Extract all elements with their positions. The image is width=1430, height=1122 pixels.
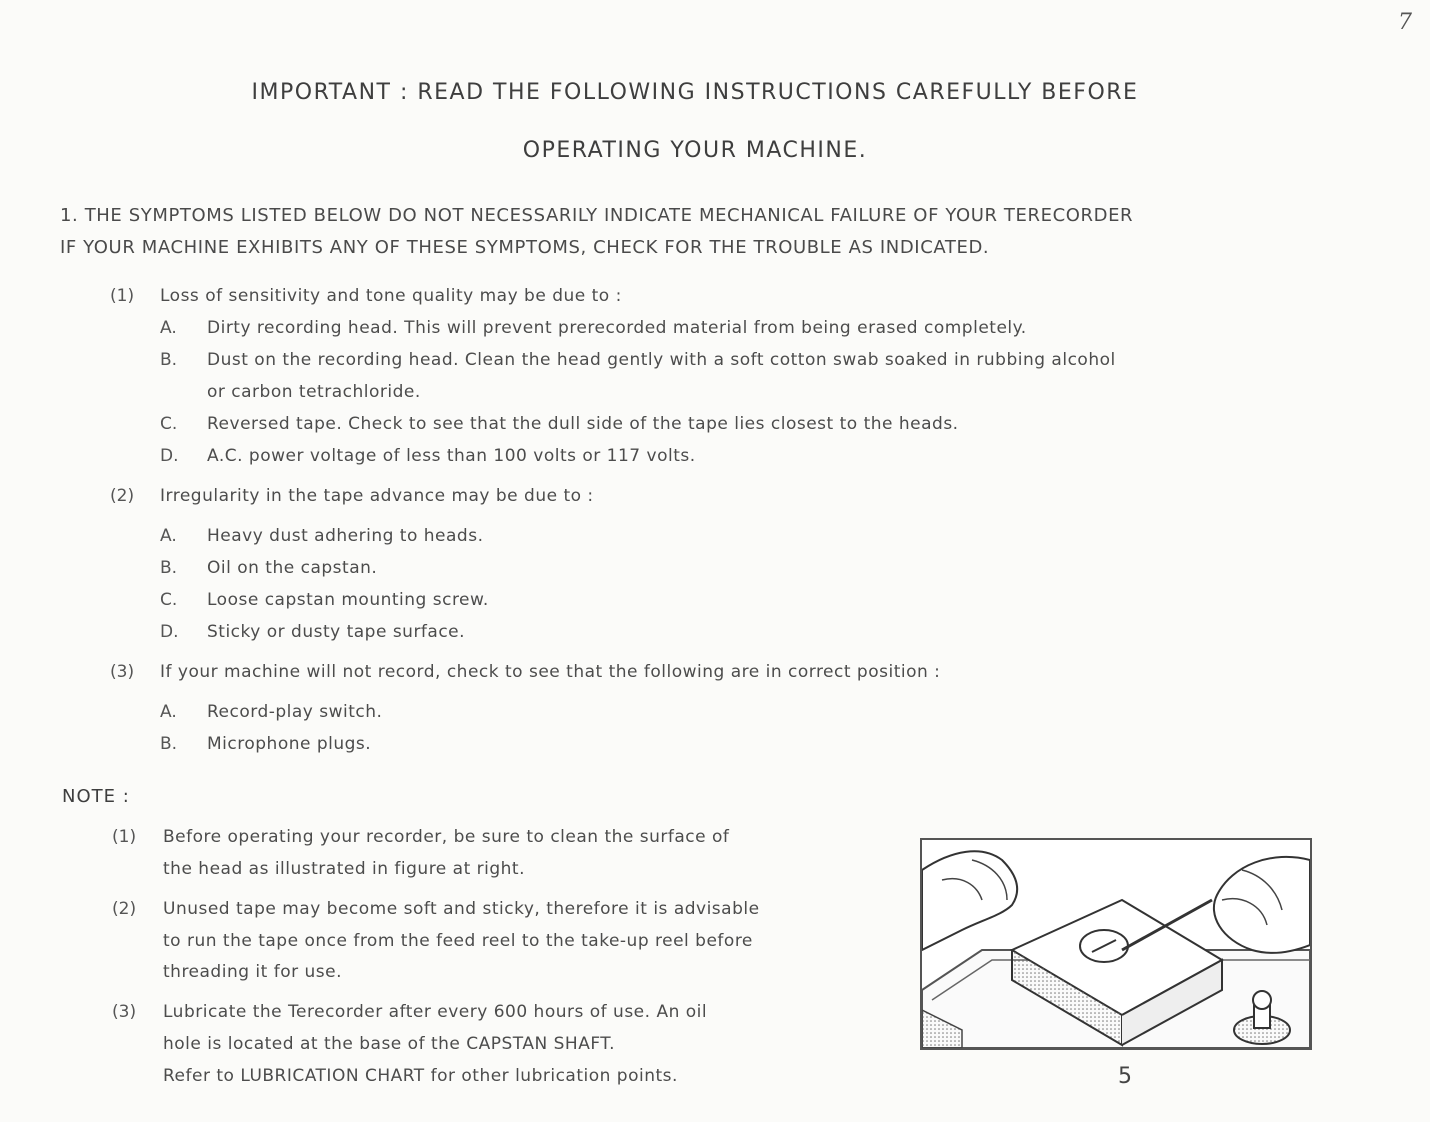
intro-line-1: 1. THE SYMPTOMS LISTED BELOW DO NOT NECESSARILY INDICATE MECHANICAL FAILURE OF YOUR TERECORDER [60,205,1134,226]
head-cleaning-illustration [920,838,1312,1050]
note-label: NOTE : [62,786,130,807]
section-number: (1) [110,286,135,306]
intro-line-2: IF YOUR MACHINE EXHIBITS ANY OF THESE SYMPTOMS, CHECK FOR THE TROUBLE AS INDICATED. [60,237,990,258]
important-heading-line2: OPERATING YOUR MACHINE. [522,138,868,163]
note-number: (2) [112,899,137,919]
item-letter: A. [160,526,177,546]
item-text: Oil on the capstan. [207,558,378,578]
item-letter: A. [160,318,177,338]
item-letter: B. [160,734,178,754]
note-text: Unused tape may become soft and sticky, therefore it is advisable [163,899,760,919]
item-text: Dust on the recording head. Clean the head gently with a soft cotton swab soaked in rubbing alcohol [207,350,1116,370]
note-text: hole is located at the base of the CAPSTAN SHAFT. [163,1034,616,1054]
note-number: (1) [112,827,137,847]
item-text-continued: or carbon tetrachloride. [207,382,421,402]
item-text: Dirty recording head. This will prevent prerecorded material from being erased completely. [207,318,1027,338]
important-heading: IMPORTANT : READ THE FOLLOWING INSTRUCTIONS CAREFULLY BEFORE [251,80,1139,105]
note-text: the head as illustrated in figure at right. [163,859,526,879]
section-number: (3) [110,662,135,682]
section-title: Irregularity in the tape advance may be due to : [160,486,594,506]
item-text: Loose capstan mounting screw. [207,590,489,610]
item-text: Sticky or dusty tape surface. [207,622,466,642]
section-number: (2) [110,486,135,506]
note-text: Lubricate the Terecorder after every 600 hours of use. An oil [163,1002,708,1022]
section-title: If your machine will not record, check to see that the following are in correct position : [160,662,941,682]
figure-number: 5 [1118,1064,1132,1089]
item-text: A.C. power voltage of less than 100 volts or 117 volts. [207,446,696,466]
head-cleaning-drawing [922,840,1310,1048]
note-text: threading it for use. [163,962,342,982]
item-letter: C. [160,590,178,610]
note-text: Before operating your recorder, be sure to clean the surface of [163,827,730,847]
item-letter: D. [160,622,179,642]
item-text: Reversed tape. Check to see that the dull side of the tape lies closest to the heads. [207,414,959,434]
note-text: Refer to LUBRICATION CHART for other lubrication points. [163,1066,678,1086]
item-letter: C. [160,414,178,434]
page-number: 7 [1398,10,1412,35]
item-text: Microphone plugs. [207,734,372,754]
item-text: Record-play switch. [207,702,383,722]
item-letter: A. [160,702,177,722]
item-letter: D. [160,446,179,466]
item-letter: B. [160,350,178,370]
item-letter: B. [160,558,178,578]
note-text: to run the tape once from the feed reel to the take-up reel before [163,931,753,951]
note-number: (3) [112,1002,137,1022]
item-text: Heavy dust adhering to heads. [207,526,484,546]
section-title: Loss of sensitivity and tone quality may be due to : [160,286,622,306]
